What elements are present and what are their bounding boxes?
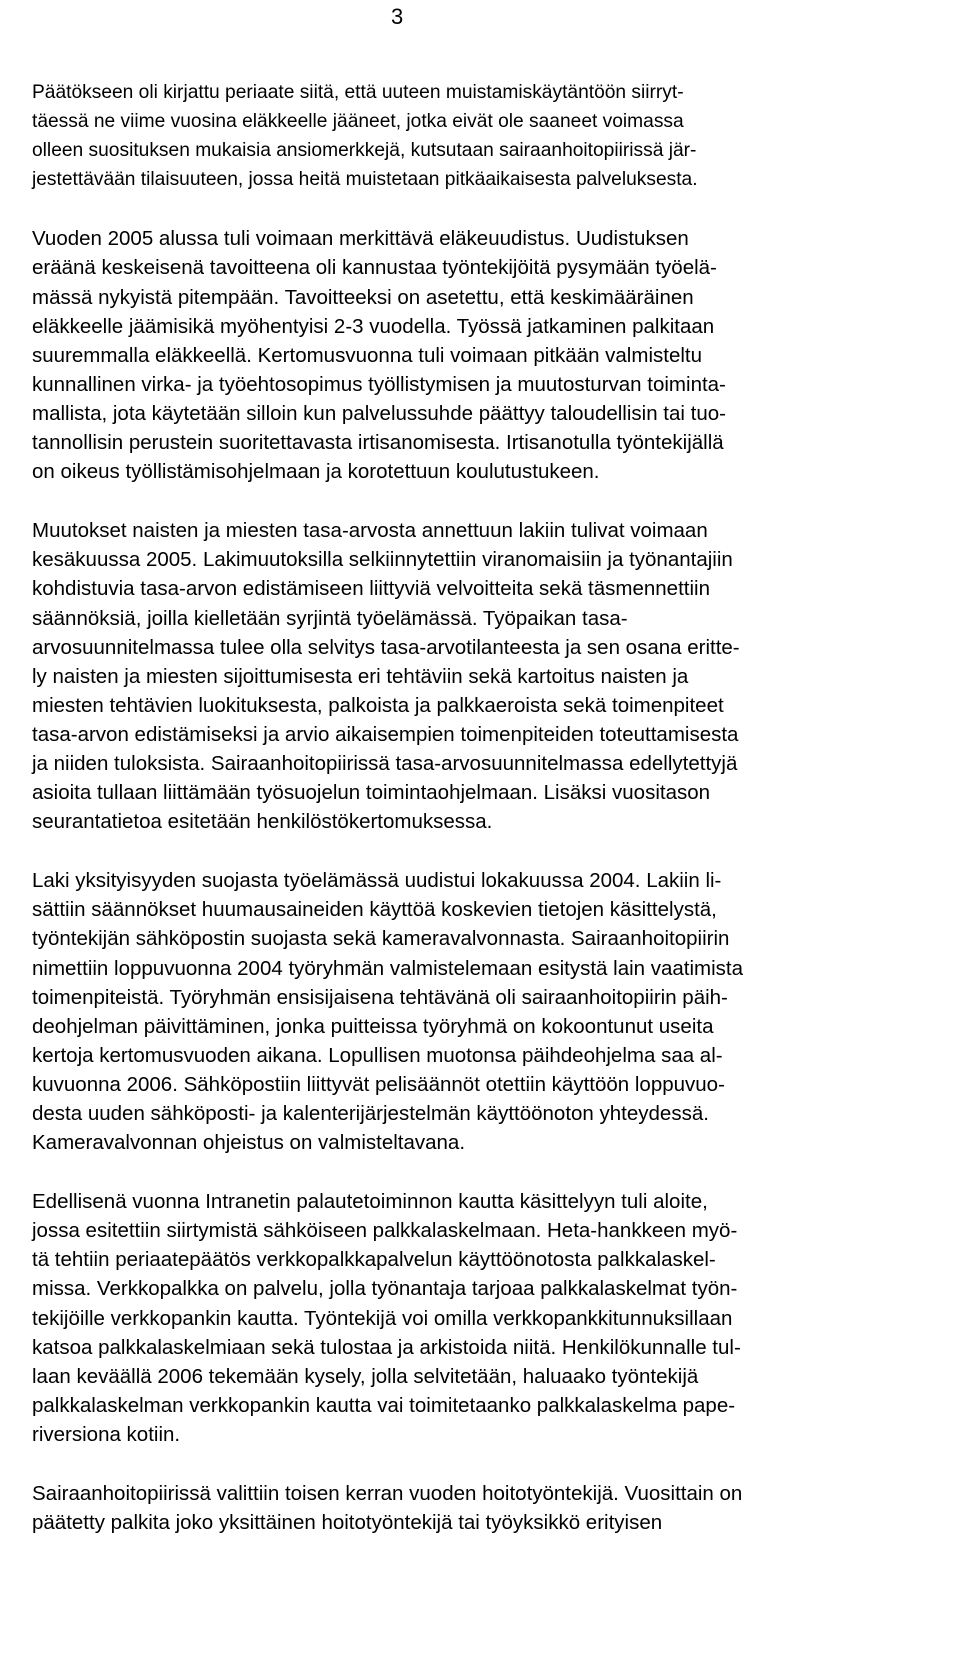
text-line: asioita tullaan liittämään työsuojelun toimintaohjelmaan. Lisäksi vuositason [32, 781, 711, 805]
page-number: 3 [391, 4, 404, 29]
text-line: on oikeus työllistämisohjelmaan ja korotettuun koulutustukeen. [32, 460, 600, 484]
text-line: toimenpiteistä. Työryhmän ensisijaisena tehtävänä oli sairaanhoitopiirin päih- [32, 985, 728, 1009]
text-line: riversiona kotiin. [32, 1422, 181, 1446]
paragraph-recognition [32, 78, 932, 194]
text-line: Laki yksityisyyden suojasta työelämässä uudistui lokakuussa 2004. Lakiin li- [32, 869, 722, 893]
text-line: kertoja kertomusvuoden aikana. Lopullisen muotonsa päihdeohjelma saa al- [32, 1043, 723, 1067]
text-line: sättiin säännökset huumausaineiden käyttöä koskevien tietojen käsittelystä, [32, 898, 717, 922]
text-line: desta uuden sähköposti- ja kalenterijärjestelmän käyttöönoton yhteydessä. [32, 1102, 709, 1125]
text-line: tä tehtiin periaatepäätös verkkopalkkapalvelun käyttöönotosta palkkalaskel- [32, 1248, 716, 1272]
text-line: jestettävään tilaisuuteen, jossa heitä muistetaan pitkäaikaisesta palveluksesta. [32, 169, 698, 191]
text-line: jossa esitettiin siirtymistä sähköiseen palkkalaskelmaan. Heta-hankkeen myö- [32, 1219, 738, 1243]
paragraph-privacy-law [32, 866, 932, 1157]
text-line: suuremmalla eläkkeellä. Kertomusvuonna tuli voimaan pitkään valmisteltu [32, 343, 702, 367]
text-line: missa. Verkkopalkka on palvelu, jolla työnantaja tarjoaa palkkalaskelmat työn- [32, 1277, 738, 1301]
text-line: deohjelman päivittäminen, jonka puitteissa työryhmä on kokoontunut useita [32, 1014, 714, 1038]
text-line: miesten tehtävien luokituksesta, palkoista ja palkkaeroista sekä toimenpiteet [32, 693, 724, 717]
text-line: laan keväällä 2006 tekemään kysely, jolla selvitetään, haluaako työntekijä [32, 1364, 699, 1388]
text-line: täessä ne viime vuosina eläkkeelle jääneet, jotka eivät ole saaneet voimassa [32, 111, 684, 133]
text-line: päätetty palkita joko yksittäinen hoitotyöntekijä tai työyksikkö erityisen [32, 1511, 663, 1535]
paragraph-nurse-award [32, 1479, 932, 1537]
document-body [32, 78, 932, 1567]
text-line: olleen suosituksen mukaisia ansiomerkkejä, kutsutaan sairaanhoitopiirissä jär- [32, 140, 697, 162]
text-line: kesäkuussa 2005. Lakimuutoksilla selkiinnytettiin viranomaisiin ja työnantajiin [32, 548, 733, 572]
text-line: nimettiin loppuvuonna 2004 työryhmän valmistelemaan esitystä lain vaatimista [32, 956, 744, 980]
text-line: ly naisten ja miesten sijoittumisesta eri tehtäviin sekä kartoitus naisten ja [32, 664, 689, 688]
text-line: Edellisenä vuonna Intranetin palautetoiminnon kautta käsittelyyn tuli aloite, [32, 1190, 708, 1214]
text-line: Päätökseen oli kirjattu periaate siitä, että uuteen muistamiskäytäntöön siirryt- [32, 82, 684, 103]
text-line: kuvuonna 2006. Sähköpostiin liittyvät pelisäännöt otettiin käyttöön loppuvuo- [32, 1072, 725, 1096]
text-line: tannollisin perustein suoritettavasta irtisanomisesta. Irtisanotulla työntekijällä [32, 431, 724, 455]
text-line: ja niiden tuloksista. Sairaanhoitopiirissä tasa-arvosuunnitelmassa edellytettyjä [32, 751, 738, 775]
text-line: Sairaanhoitopiirissä valittiin toisen kerran vuoden hoitotyöntekijä. Vuosittain on [32, 1482, 743, 1506]
text-line: kohdistuvia tasa-arvon edistämiseen liittyviä velvoitteita sekä täsmennettiin [32, 577, 710, 601]
text-line: tasa-arvon edistämiseksi ja arvio aikaisempien toimenpiteiden toteuttamisesta [32, 722, 739, 746]
text-line: palkkalaskelman verkkopankin kautta vai toimitetaanko palkkalaskelma pape- [32, 1393, 736, 1417]
text-line: arvosuunnitelmassa tulee olla selvitys tasa-arvotilanteesta ja sen osana eritte- [32, 635, 740, 659]
text-line: Vuoden 2005 alussa tuli voimaan merkittävä eläkeuudistus. Uudistuksen [32, 227, 689, 251]
text-line: katsoa palkkalaskelmiaan sekä tulostaa ja arkistoida niitä. Henkilökunnalle tul- [32, 1335, 741, 1359]
text-line: tekijöille verkkopankin kautta. Työntekijä voi omilla verkkopankkitunnuksillaan [32, 1306, 733, 1330]
text-line: eläkkeelle jäämisikä myöhentyisi 2-3 vuodella. Työssä jatkaminen palkitaan [32, 314, 715, 338]
text-line: työntekijän sähköpostin suojasta sekä kameravalvonnasta. Sairaanhoitopiirin [32, 927, 730, 951]
paragraph-payslip [32, 1187, 932, 1449]
text-line: mässä nykyistä pitempään. Tavoitteeksi on asetettu, että keskimääräinen [32, 285, 694, 309]
text-line: Muutokset naisten ja miesten tasa-arvosta annettuun lakiin tulivat voimaan [32, 519, 708, 543]
text-line: seurantatietoa esitetään henkilöstökertomuksessa. [32, 810, 493, 834]
text-line: eräänä keskeisenä tavoitteena oli kannustaa työntekijöitä pysymään työelä- [32, 256, 717, 280]
text-line: Kameravalvonnan ohjeistus on valmisteltavana. [32, 1131, 466, 1155]
text-line: kunnallinen virka- ja työehtosopimus työllistymisen ja muutosturvan toiminta- [32, 372, 726, 396]
paragraph-pension-reform [32, 224, 932, 486]
text-line: säännöksiä, joilla kielletään syrjintä työelämässä. Työpaikan tasa- [32, 606, 628, 630]
paragraph-equality-law [32, 516, 932, 836]
text-line: mallista, jota käytetään silloin kun palvelussuhde päättyy taloudellisin tai tuo- [32, 401, 726, 425]
